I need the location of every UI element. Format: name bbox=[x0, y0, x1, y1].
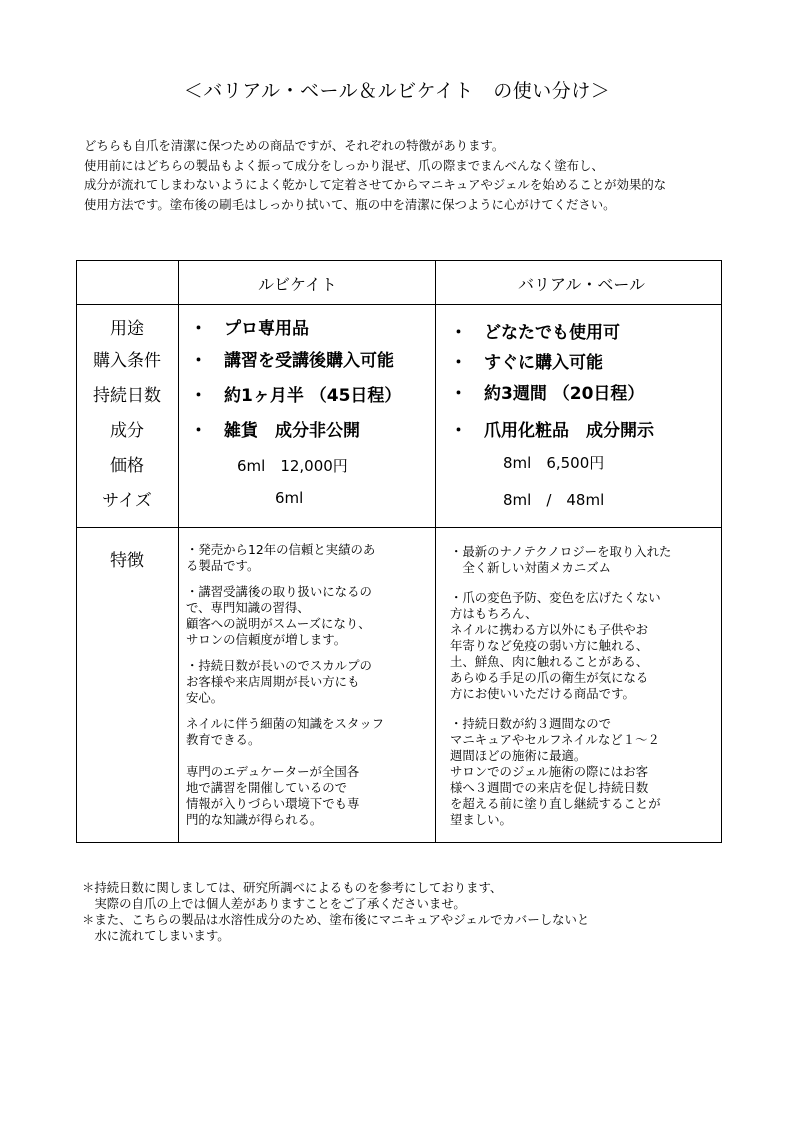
intro-line: 使用方法です。塗布後の刷毛はしっかり拭いて、瓶の中を清潔に保つように心がけてください。 bbox=[84, 196, 616, 212]
row-label-purchase: 購入条件 bbox=[93, 351, 161, 371]
footnote-line: 水に流れてしまいます。 bbox=[82, 928, 230, 943]
intro-line: 成分が流れてしまわないようによく乾かして定着させてからマニキュアやジェルを始めることが効果的な bbox=[84, 177, 667, 192]
rubicate-ingredients: ・ 雑貨 成分非公開 bbox=[190, 421, 360, 441]
feature-line: を超える前に塗り直し継続することが bbox=[450, 796, 661, 811]
feature-line: ・講習受講後の取り扱いになるの bbox=[186, 584, 372, 599]
footnote-line: ＊また、こちらの製品は水溶性成分のため、塗布後にマニキュアやジェルでカバーしないと bbox=[82, 912, 590, 927]
table-border-bottom bbox=[76, 842, 722, 843]
row-label-usage: 用途 bbox=[110, 319, 144, 339]
feature-line: サロンでのジェル施術の際にはお客 bbox=[450, 764, 649, 779]
feature-line: あらゆる手足の爪の衛生が気になる bbox=[450, 670, 649, 685]
feature-line: 地で講習を開催しているので bbox=[186, 780, 348, 795]
feature-line: マニキュアやセルフネイルなど１～２ bbox=[450, 732, 660, 747]
feature-line: 門的な知識が得られる。 bbox=[186, 812, 323, 827]
barial-features bbox=[450, 544, 718, 828]
feature-line: 年寄りなど免疫の弱い方に触れる、 bbox=[450, 638, 649, 653]
feature-line: ネイルに携わる方以外にも子供やお bbox=[450, 622, 649, 637]
feature-line: 方にお使いいただける商品です。 bbox=[450, 686, 635, 701]
feature-line: ・爪の変色予防、変色を広げたくない bbox=[450, 590, 661, 605]
feature-line: ・最新のナノテクノロジーを取り入れた bbox=[450, 544, 672, 559]
feature-line: 顧客への説明がスムーズになり、 bbox=[186, 616, 371, 631]
feature-line: で、専門知識の習得、 bbox=[186, 600, 310, 615]
intro-line: どちらも自爪を清潔に保つための商品ですが、それぞれの特徴があります。 bbox=[84, 138, 505, 153]
rubicate-features bbox=[186, 542, 431, 828]
table-border-top bbox=[76, 260, 722, 261]
feature-line: 情報が入りづらい環境下でも専 bbox=[186, 796, 360, 811]
rubicate-price: 6ml 12,000円 bbox=[237, 457, 348, 475]
rubicate-usage: ・ プロ専用品 bbox=[190, 319, 309, 339]
row-label-duration: 持続日数 bbox=[93, 386, 161, 406]
rubicate-purchase: ・ 講習を受講後購入可能 bbox=[190, 351, 394, 371]
feature-line: 教育できる。 bbox=[186, 732, 261, 747]
feature-line: 方はもちろん、 bbox=[450, 606, 538, 621]
feature-line: 専門のエデュケーターが全国各 bbox=[186, 764, 360, 779]
table-header-divider bbox=[76, 304, 722, 305]
table-col-divider-2 bbox=[435, 260, 436, 843]
barial-size: 8ml / 48ml bbox=[503, 491, 605, 509]
table-border-left bbox=[76, 260, 77, 843]
rubicate-duration: ・ 約1ヶ月半 （45日程） bbox=[190, 386, 402, 406]
barial-purchase: ・ すぐに購入可能 bbox=[450, 353, 603, 373]
feature-line: ・持続日数が長いのでスカルプの bbox=[186, 658, 372, 673]
feature-line: る製品です。 bbox=[186, 558, 260, 573]
header-barial-veil: バリアル・ベール bbox=[518, 275, 646, 294]
feature-line: 望ましい。 bbox=[450, 812, 512, 827]
barial-duration: ・ 約3週間 （20日程） bbox=[450, 384, 645, 404]
feature-line: 安心。 bbox=[186, 690, 224, 705]
table-border-right bbox=[721, 260, 722, 843]
footnotes bbox=[82, 880, 589, 944]
row-label-features: 特徴 bbox=[110, 551, 144, 571]
barial-price: 8ml 6,500円 bbox=[503, 454, 605, 472]
footnote-line: 実際の自爪の上では個人差がありますことをご了承くださいませ。 bbox=[82, 896, 466, 911]
row-label-price: 価格 bbox=[110, 456, 144, 476]
feature-line: 様へ３週間での来店を促し持続日数 bbox=[450, 780, 649, 795]
barial-ingredients: ・ 爪用化粧品 成分開示 bbox=[450, 421, 654, 441]
feature-line: ・発売から12年の信頼と実績のあ bbox=[186, 542, 376, 557]
feature-line: ・持続日数が約３週間なので bbox=[450, 716, 612, 731]
page-title: ＜バリアル・ベール＆ルビケイト の使い分け＞ bbox=[183, 80, 611, 102]
feature-line: サロンの信頼度が増します。 bbox=[186, 632, 347, 647]
table-col-divider-1 bbox=[178, 260, 179, 843]
row-label-size: サイズ bbox=[102, 491, 152, 511]
footnote-line: ＊持続日数に関しましては、研究所調べによるものを参考にしております、 bbox=[82, 880, 503, 895]
feature-line: お客様や来店周期が長い方にも bbox=[186, 674, 360, 689]
feature-line: 週間ほどの施術に最適。 bbox=[450, 748, 587, 763]
table-row-divider bbox=[76, 527, 722, 528]
row-label-ingredients: 成分 bbox=[110, 421, 144, 441]
feature-line: 全く新しい対菌メカニズム bbox=[450, 560, 612, 575]
intro-line: 使用前にはどちらの製品もよく振って成分をしっかり混ぜ、爪の際までまんべんなく塗布し、 bbox=[84, 157, 604, 173]
feature-line: ネイルに伴う細菌の知識をスタッフ bbox=[186, 716, 385, 731]
feature-line: 土、鮮魚、肉に触れることがある、 bbox=[450, 654, 649, 669]
header-rubicate: ルビケイト bbox=[258, 275, 337, 294]
barial-usage: ・ どなたでも使用可 bbox=[450, 323, 620, 343]
rubicate-size: 6ml bbox=[275, 489, 304, 507]
